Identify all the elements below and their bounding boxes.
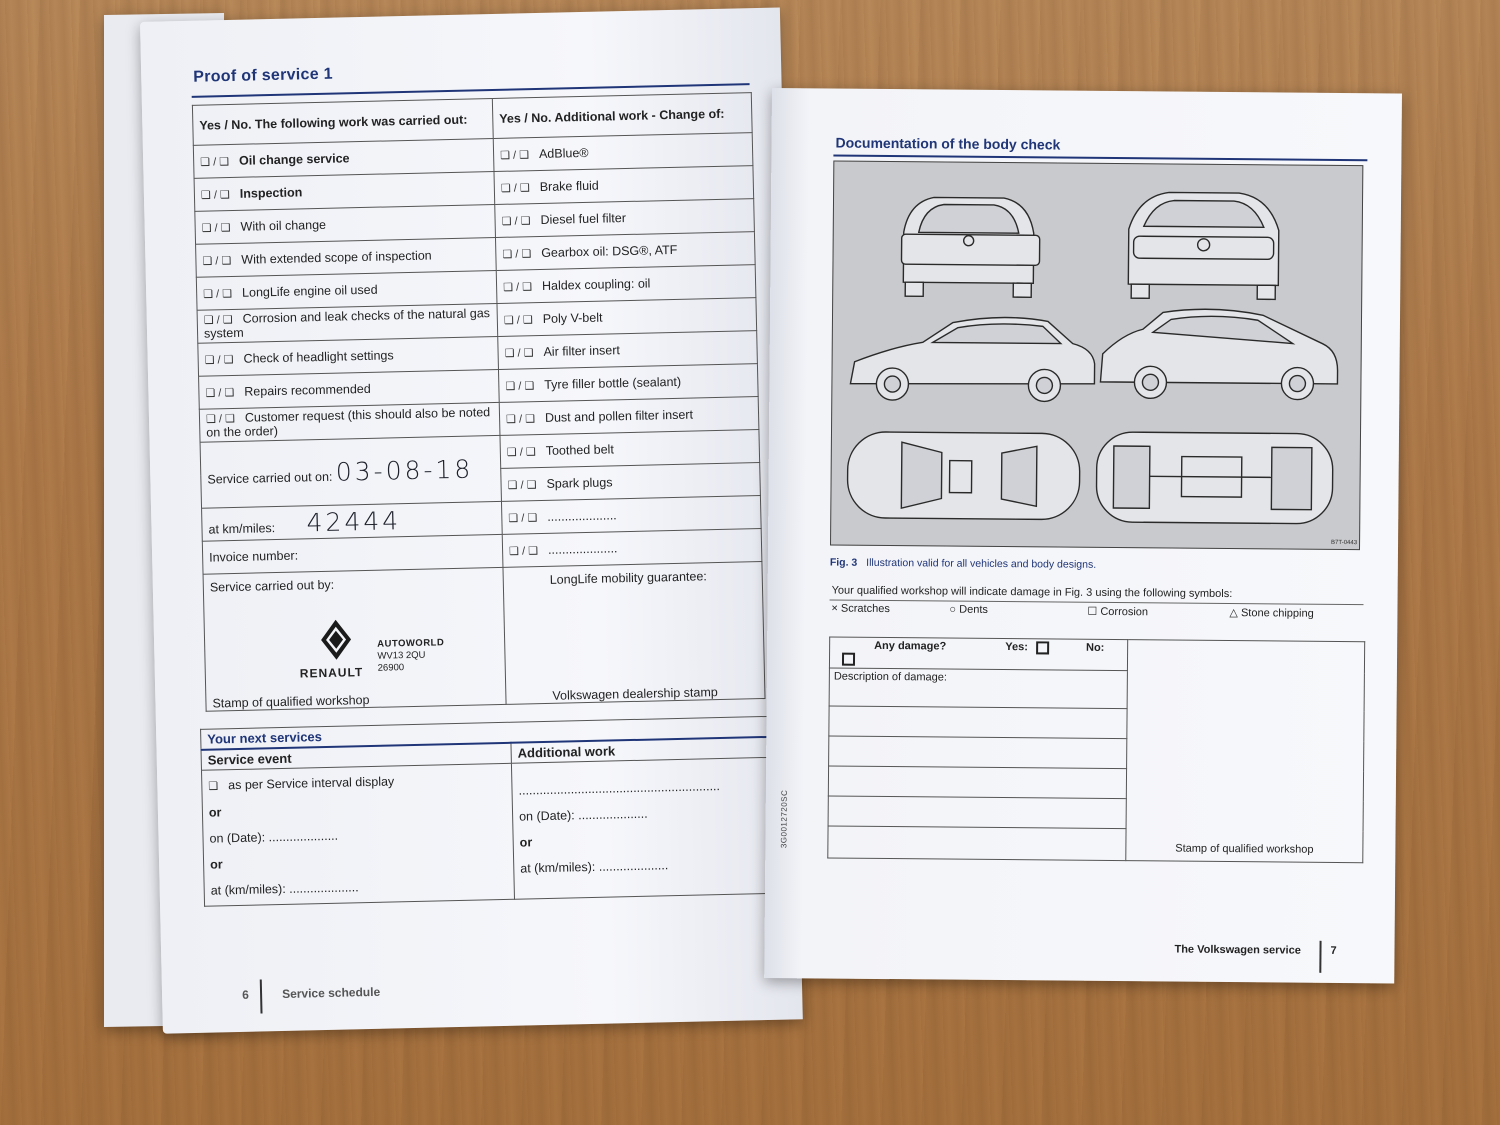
- checkbox-pair[interactable]: ❏ / ❏: [505, 380, 535, 393]
- additional-item: Dust and pollen filter insert: [544, 407, 694, 425]
- longlife-cell: [503, 562, 765, 705]
- checkbox-pair[interactable]: ❏ / ❏: [508, 545, 539, 558]
- stamp-address: AUTOWORLD WV13 2QU 26900: [377, 637, 445, 674]
- or-label: or: [519, 835, 533, 850]
- additional-work-cell: [511, 757, 775, 899]
- damage-table: [827, 637, 1365, 864]
- document-code: 3G0012720SC: [779, 789, 789, 849]
- figure-code: B7T-0443: [1331, 539, 1358, 547]
- km-field[interactable]: at (km/miles): ....................: [210, 880, 359, 898]
- work-item: LongLife engine oil used: [241, 282, 378, 300]
- yes-checkbox[interactable]: [1036, 641, 1049, 654]
- symbol-stone-chipping: △ Stone chipping: [1229, 607, 1314, 620]
- symbol-corrosion: ☐ Corrosion: [1087, 605, 1149, 619]
- car-sedan-side-icon: [850, 316, 1095, 402]
- next-services-table: [200, 716, 776, 907]
- additional-item: Toothed belt: [545, 442, 614, 458]
- page-footer: [242, 985, 380, 1002]
- next-services-title: Your next services: [201, 716, 772, 749]
- work-item: Inspection: [239, 185, 303, 201]
- additional-item: Haldex coupling: oil: [541, 276, 651, 293]
- symbol-dents: ○ Dents: [949, 603, 988, 616]
- checkbox-pair[interactable]: ❏ / ❏: [502, 248, 532, 261]
- additional-item: Gearbox oil: DSG®, ATF: [541, 242, 678, 260]
- service-event-header: Service event: [201, 743, 511, 771]
- blank-item[interactable]: ....................: [547, 541, 618, 557]
- checkbox-pair[interactable]: ❏ / ❏: [502, 281, 533, 294]
- checkbox-pair[interactable]: ❏ / ❏: [205, 386, 235, 400]
- no-label: No:: [1085, 642, 1105, 655]
- additional-item: Poly V-belt: [542, 310, 603, 326]
- or-label: or: [208, 805, 222, 820]
- checkbox-pair[interactable]: ❏ / ❏: [204, 353, 234, 367]
- interval-option: as per Service interval display: [228, 774, 395, 793]
- car-top-view-icon: [847, 432, 1080, 520]
- stamp-label: Stamp of qualified workshop: [1175, 842, 1314, 856]
- additional-item: AdBlue®: [538, 145, 589, 161]
- left-page: [140, 7, 803, 1033]
- additional-item: Brake fluid: [539, 178, 599, 194]
- stamp-label: Stamp of qualified workshop: [212, 692, 370, 711]
- page-title: Proof of service 1: [193, 65, 334, 86]
- work-field[interactable]: ..........................................................: [518, 779, 721, 798]
- work-item: Oil change service: [238, 151, 350, 168]
- figure-caption: [830, 557, 1096, 571]
- additional-item: Tyre filler bottle (sealant): [544, 374, 682, 392]
- checkbox-pair[interactable]: ❏ / ❏: [500, 182, 530, 195]
- checkbox-pair[interactable]: ❏ / ❏: [508, 512, 538, 525]
- figure-caption-text: Illustration valid for all vehicles and body designs.: [866, 556, 1097, 571]
- circle-icon: ○: [949, 603, 957, 616]
- page-number: 7: [1330, 944, 1337, 957]
- title-rule: [833, 155, 1367, 162]
- stamp-brand: RENAULT: [299, 665, 364, 681]
- symbols-intro: Your qualified workshop will indicate damage in Fig. 3 using the following symbols:: [831, 584, 1233, 601]
- description-line[interactable]: [829, 706, 1127, 739]
- workshop-stamp-cell: [1126, 640, 1365, 863]
- longlife-label: LongLife mobility guarantee:: [549, 569, 707, 587]
- description-field[interactable]: [829, 668, 1127, 709]
- page-number: 6: [241, 987, 249, 1002]
- checkbox-pair[interactable]: ❏ / ❏: [501, 215, 531, 228]
- description-line[interactable]: [828, 796, 1126, 829]
- additional-work-header: Additional work: [511, 737, 772, 763]
- service-date-cell: [200, 435, 501, 508]
- checkbox-pair[interactable]: ❏ / ❏: [499, 149, 530, 162]
- checkbox-pair[interactable]: ❏ / ❏: [504, 347, 534, 360]
- additional-item: Spark plugs: [546, 475, 613, 491]
- footer-text: Service schedule: [281, 984, 381, 1002]
- triangle-icon: △: [1229, 607, 1238, 620]
- square-icon: ☐: [1087, 605, 1098, 618]
- description-line[interactable]: [828, 826, 1126, 861]
- checkbox-pair[interactable]: ❏ / ❏: [503, 314, 533, 327]
- work-item: With oil change: [240, 217, 327, 234]
- dealer-stamp-label: Volkswagen dealership stamp: [552, 685, 718, 703]
- renault-logo-icon: [321, 619, 352, 660]
- any-damage-label: Any damage?: [874, 640, 947, 653]
- car-underbody-icon: [1096, 432, 1333, 524]
- mileage-label: at km/miles:: [208, 520, 276, 537]
- page-title: Documentation of the body check: [835, 134, 1061, 153]
- cross-icon: ×: [831, 602, 838, 615]
- footer-divider: [1319, 941, 1321, 973]
- checkbox[interactable]: ❏: [208, 780, 219, 793]
- workshop-stamp-cell: [203, 567, 506, 711]
- checkbox-pair[interactable]: ❏ / ❏: [205, 412, 236, 426]
- car-rear-view-icon: [901, 197, 1040, 297]
- blank-item[interactable]: ....................: [547, 508, 617, 524]
- footer-text: The Volkswagen service: [1174, 943, 1301, 957]
- work-item: Repairs recommended: [244, 381, 371, 399]
- service-event-cell: [201, 763, 514, 906]
- or-label: or: [209, 857, 223, 872]
- no-checkbox[interactable]: [842, 653, 855, 666]
- work-item: Check of headlight settings: [243, 348, 394, 366]
- checkbox-pair[interactable]: ❏ / ❏: [505, 413, 536, 426]
- km-field[interactable]: at (km/miles): ....................: [520, 858, 669, 876]
- checkbox-pair[interactable]: ❏ / ❏: [201, 221, 231, 235]
- service-date-value[interactable]: 03-08-18: [335, 454, 474, 487]
- checkbox-pair[interactable]: ❏ / ❏: [202, 254, 232, 268]
- checkbox-pair[interactable]: ❏ / ❏: [203, 287, 233, 301]
- work-item: Customer request (this should also be noted on the order): [206, 404, 491, 440]
- any-damage-cell: [829, 637, 1127, 671]
- car-front-view-icon: [1128, 192, 1279, 299]
- invoice-label: Invoice number:: [209, 548, 299, 565]
- checkbox-pair[interactable]: ❏ / ❏: [507, 479, 537, 492]
- date-field[interactable]: on (Date): ....................: [518, 806, 648, 824]
- yes-label: Yes:: [1005, 641, 1029, 654]
- date-field[interactable]: on (Date): ....................: [209, 828, 339, 846]
- description-line[interactable]: [828, 766, 1126, 799]
- work-header-right: Yes / No. Additional work - Change of:: [492, 93, 752, 139]
- mileage-value[interactable]: 42444: [306, 505, 402, 537]
- checkbox-pair[interactable]: ❏ / ❏: [200, 189, 230, 202]
- checkbox-pair[interactable]: ❏ / ❏: [200, 156, 230, 169]
- work-table: [192, 92, 766, 712]
- car-illustration: [831, 162, 1361, 549]
- description-line[interactable]: [829, 736, 1127, 769]
- right-page: [764, 88, 1402, 983]
- symbol-scratches: × Scratches: [831, 602, 890, 616]
- work-item: Corrosion and leak checks of the natural gas system: [203, 305, 491, 341]
- car-diagram: [830, 161, 1363, 551]
- description-label: Description of damage:: [833, 670, 948, 684]
- carried-by-label: Service carried out by:: [209, 577, 335, 595]
- checkbox-pair[interactable]: ❏ / ❏: [506, 446, 536, 459]
- checkbox-pair[interactable]: ❏ / ❏: [203, 313, 233, 327]
- work-header-left: Yes / No. The following work was carried out:: [192, 99, 493, 146]
- work-item: With extended scope of inspection: [241, 248, 432, 267]
- additional-item: Diesel fuel filter: [540, 211, 627, 227]
- car-hatchback-side-icon: [1100, 308, 1338, 400]
- figure-label: Fig. 3: [829, 556, 858, 569]
- service-date-label: Service carried out on:: [207, 469, 333, 487]
- additional-item: Air filter insert: [543, 343, 621, 359]
